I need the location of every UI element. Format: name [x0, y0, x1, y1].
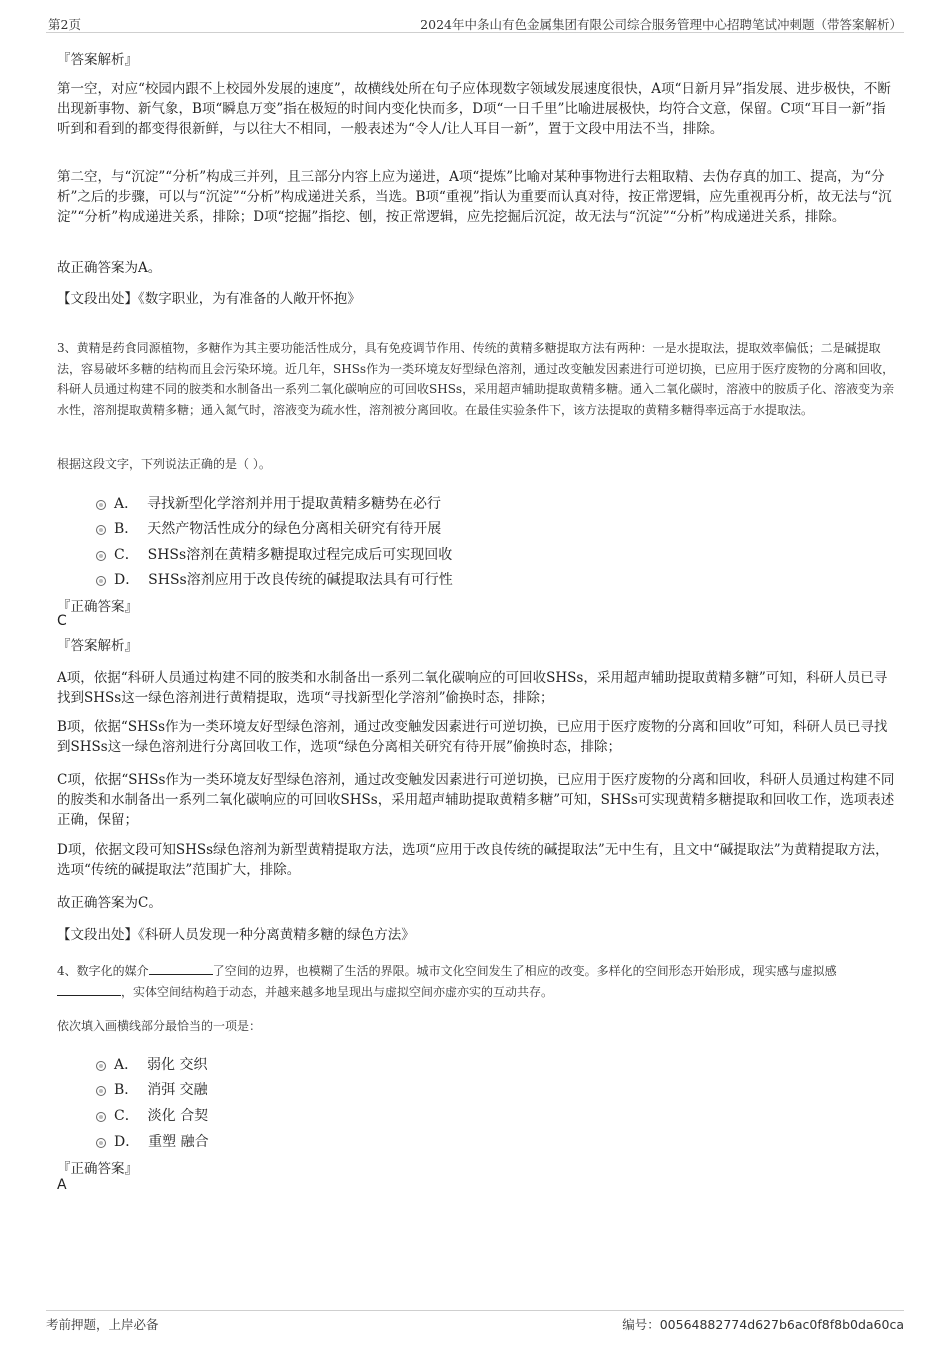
radio-icon[interactable] — [96, 1112, 106, 1122]
q3-analysis-d: D项，依据文段可知SHSs绿色溶剂为新型黄精提取方法，选项“应用于改良传统的碱提取法”无中生有，且文中“碱提取法”为黄精提取方法，选项“传统的碱提取法”范围扩大，排除。 — [57, 842, 889, 878]
q4-stem-part2: 了空间的边界，也模糊了生活的界限。城市文化空间发生了相应的改变。多样化的空间形态开始形成，现实感与虚拟感 — [212, 964, 837, 978]
q2-source: 【文段出处】《数字职业，为有准备的人敞开怀抱》 — [57, 291, 361, 307]
q3-option-d-text: SHSs溶剂应用于改良传统的碱提取法具有可行性 — [148, 572, 453, 588]
radio-icon[interactable] — [96, 551, 106, 561]
q2-analysis-para2: 第二空，与“沉淀”“分析”构成三并列，且三部分内容上应为递进，A项“提炼”比喻对某种事物进行去粗取精、去伪存真的加工、提高，为“分析”之后的步骤，可以与“沉淀”“分析”构成递进关系，当选。B项“重视”指认为重要而认真对待，按正常逻辑，应先重视再分析，故无法与“沉淀”“分析”构成递进关系，排除；D项“挖掘”指挖、刨，按正常逻辑，应先挖掘后沉淀，故无法与“沉淀”“分析”构成递进关系，排除。 — [57, 169, 892, 225]
radio-icon[interactable] — [96, 576, 106, 586]
q4-answer-label: 『正确答案』 — [57, 1161, 138, 1177]
radio-icon[interactable] — [96, 1138, 106, 1148]
q4-stem-part3: ，实体空间结构趋于动态，并越来越多地呈现出与虚拟空间亦虚亦实的互动共存。 — [121, 984, 554, 999]
q3-option-d-letter: D． — [114, 572, 140, 588]
q4-blank-2 — [57, 983, 121, 996]
q3-stem: 3、黄精是药食同源植物，多糖作为其主要功能活性成分，具有免疫调节作用、传统的黄精多糖提取方法有两种：一是水提取法，提取效率偏低；二是碱提取法，容易破坏多糖的结构而且会污染环境。近几年，SHSs作为一类环境友好型绿色溶剂，通过改变触发因素进行可逆切换，已应用于医疗废物的分离和回收，科研人员通过构建不同的胺类和水制备出一系列二氧化碳响应的可回收SHSs，采用超声辅助提取黄精多糖。通入二氧化碳时，溶液中的胺质子化、溶液变为亲水性，溶剂提取黄精多糖；通入氮气时，溶液变为疏水性，溶剂被分离回收。在最佳实验条件下，该方法提取的黄精多糖得率远高于水提取法。 — [57, 341, 895, 417]
q3-analysis-label: 『答案解析』 — [57, 638, 138, 654]
q3-source: 【文段出处】《科研人员发现一种分离黄精多糖的绿色方法》 — [57, 927, 415, 943]
q3-prompt: 根据这段文字，下列说法正确的是（ ）。 — [57, 457, 271, 471]
radio-icon[interactable] — [96, 1061, 106, 1071]
document-title: 2024年中条山有色金属集团有限公司综合服务管理中心招聘笔试冲刺题（带答案解析） — [420, 17, 902, 32]
q3-analysis-c: C项，依据“SHSs作为一类环境友好型绿色溶剂，通过改变触发因素进行可逆切换，已应用于医疗废物的分离和回收，科研人员通过构建不同的胺类和水制备出一系列二氧化碳响应的可回收SHSs，采用超声辅助提取黄精多糖”可知，SHSs可实现黄精多糖提取和回收工作，选项表述正确，保留； — [57, 772, 895, 828]
page-footer — [46, 1310, 904, 1333]
footer-slogan: 考前押题，上岸必备 — [46, 1317, 159, 1332]
q3-conclusion: 故正确答案为C。 — [57, 895, 162, 911]
q3-analysis-a: A项，依据“科研人员通过构建不同的胺类和水制备出一系列二氧化碳响应的可回收SHSs，采用超声辅助提取黄精多糖”可知，科研人员已寻找到SHSs这一绿色溶剂进行黄精提取，选项“寻找新型化学溶剂”偷换时态，排除； — [57, 670, 888, 706]
q2-analysis-label: 『答案解析』 — [57, 52, 138, 68]
q4-stem — [57, 961, 895, 1002]
q4-answer: A — [57, 1177, 67, 1193]
q4-option-a-text: 弱化 交织 — [147, 1057, 208, 1073]
radio-icon[interactable] — [96, 1086, 106, 1096]
q3-answer-label: 『正确答案』 — [57, 599, 138, 615]
q4-option-d-text: 重塑 融合 — [148, 1134, 209, 1150]
q4-option-b-text: 消弭 交融 — [147, 1082, 208, 1098]
q4-blank-1 — [149, 962, 213, 975]
q3-answer: C — [57, 613, 67, 629]
footer-serial-label: 编号： — [622, 1317, 660, 1332]
q3-option-a-text: 寻找新型化学溶剂并用于提取黄精多糖势在必行 — [147, 496, 442, 512]
q3-option-c-text: SHSs溶剂在黄精多糖提取过程完成后可实现回收 — [147, 547, 453, 563]
radio-icon[interactable] — [96, 500, 106, 510]
q4-stem-part1: 4、数字化的媒介 — [57, 964, 149, 978]
q3-analysis-b: B项，依据“SHSs作为一类环境友好型绿色溶剂，通过改变触发因素进行可逆切换，已应用于医疗废物的分离和回收”可知，科研人员已寻找到SHSs这一绿色溶剂进行分离回收工作，选项“绿色分离相关研究有待开展”偷换时态，排除； — [57, 719, 888, 755]
q3-option-b-text: 天然产物活性成分的绿色分离相关研究有待开展 — [147, 521, 442, 537]
q4-option-b-letter: B． — [114, 1082, 139, 1098]
radio-icon[interactable] — [96, 525, 106, 535]
page-header — [46, 12, 904, 33]
q2-conclusion: 故正确答案为A。 — [57, 260, 162, 276]
q3-option-b-letter: B． — [114, 521, 139, 537]
page-number: 第2页 — [48, 17, 81, 32]
q4-option-c-letter: C． — [114, 1108, 139, 1124]
q4-option-c-text: 淡化 合契 — [147, 1108, 209, 1124]
footer-serial — [622, 1315, 904, 1333]
q3-option-a-letter: A． — [114, 496, 139, 512]
q4-option-a-letter: A． — [114, 1057, 139, 1073]
q4-option-d-letter: D． — [114, 1134, 140, 1150]
q2-analysis-para1: 第一空，对应“校园内跟不上校园外发展的速度”，故横线处所在句子应体现数字领域发展速度很快，A项“日新月异”指发展、进步极快，不断出现新事物、新气象，B项“瞬息万变”指在极短的时间内变化快而多，D项“一日千里”比喻进展极快，均符合文意，保留。C项“耳目一新”指听到和看到的都变得很新鲜，与以往大不相同，一般表述为“令人/让人耳目一新”，置于文段中用法不当，排除。 — [57, 81, 891, 137]
q4-prompt: 依次填入画横线部分最恰当的一项是： — [57, 1019, 262, 1033]
q3-option-c-letter: C． — [114, 547, 139, 563]
footer-serial-code: 00564882774d627b6ac0f8f8b0da60ca — [659, 1317, 904, 1332]
